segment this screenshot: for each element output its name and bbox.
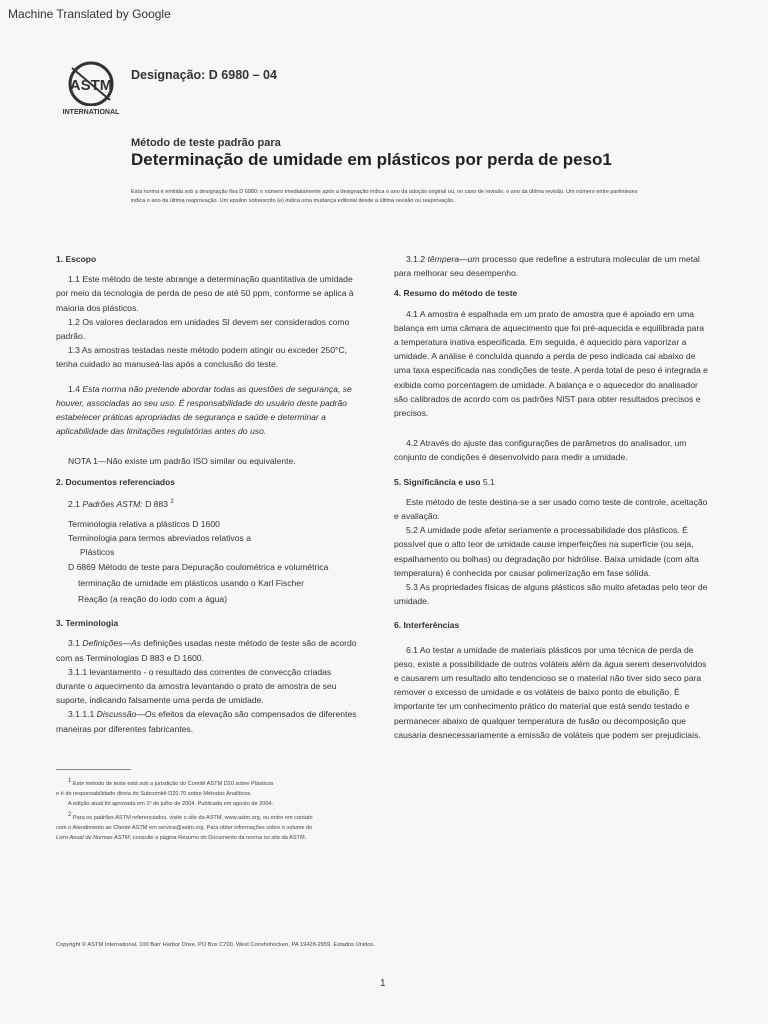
machine-translated-banner: Machine Translated by Google xyxy=(8,7,171,21)
paragraph-number: 1.4 xyxy=(68,383,83,394)
tempering-label: têmpera—um xyxy=(427,254,480,264)
footnote-text: Para os padrões ASTM referenciados, visite o site da ASTM, www.astm.org, ou entre em contato xyxy=(71,814,313,821)
paragraph-4-1: 4.1 A amostra é espalhada em um prato de amostra que é apoiado em uma balança em uma câmara de aquecimento que foi pré-aquecida e equilibrada para a temperatura inativa especificada. Em seguida, é aquecido para vaporizar a umidade. A análise é concluída quando a perda de peso indicada cai abaixo de uma taxa especificada nas condições de teste. A perda total de peso é integrada e exibida como porcentagem de umidade. A balança e o aquecedor do analisador são calibrados de acordo com os padrões NIST para obter resultados precisos e precisos. xyxy=(394,308,708,419)
reference-item-continued: terminação de umidade em plásticos usando o Karl Fischer xyxy=(78,577,304,588)
paragraph-text: efeitos da elevação são compensados de diferentes maneiras por diferentes fabricantes. xyxy=(56,709,357,734)
discussion-label: Discussão—Os xyxy=(96,709,156,720)
section-heading-text: 5. Significância e uso xyxy=(394,476,481,487)
footnotes xyxy=(56,776,366,844)
footnote-1-approval: A edição atual foi aprovada em 1º de julho de 2004. Publicada em agosto de 2004. xyxy=(68,801,274,808)
section-heading-terminology: 3. Terminologia xyxy=(56,618,119,629)
paragraph-5-1: Este método de teste destina-se a ser usado como teste de controle, aceitação e avaliação. xyxy=(394,496,708,522)
paragraph-1-2: 1.2 Os valores declarados em unidades SI devem ser considerados como padrão. xyxy=(56,316,350,342)
note-1: NOTA 1—Não existe um padrão ISO similar ou equivalente. xyxy=(68,456,296,467)
designation: Designação: D 6980 – 04 xyxy=(131,68,277,82)
paragraph-3-1-2 xyxy=(394,252,710,280)
reference-item-continued: Plásticos xyxy=(80,547,115,558)
doc-subtitle: Método de teste padrão para xyxy=(131,137,281,149)
footnote-2 xyxy=(56,810,366,823)
safety-statement: Esta norma não pretende abordar todas as questões de segurança, se houver, associadas ao seu uso. É responsabilidade do usuário deste padrão estabelecer práticas apropriadas de segurança e saúde e determinar a aplicabilidade das limitações regulatórias antes do uso. xyxy=(56,383,352,437)
paragraph-6-1: 6.1 Ao testar a umidade de materiais plásticos por uma técnica de perda de peso, existe a possibilidade de outros voláteis além da água serem desenvolvidos e causarem um resultado alto tendencioso se o material não tiver sido seco para remover o excesso de umidade e os voláteis de baixo ponto de ebulição. É importante ter um conhecimento prático do material que está sendo testado e permanecer abaixo de qualquer temperatura de fusão ou decomposição que causaria desnecessariamente a emissão de voláteis que podem ser prejudiciais. xyxy=(394,644,707,740)
paragraph-3-1-1-1 xyxy=(56,707,361,735)
footnote-marker: 1 xyxy=(68,778,72,784)
issue-notice: Esta norma é emitida sob a designação fixa D 6980; o número imediatamente após a designação indica o ano da adoção original ou, no caso de revisão, o ano da última revisão. Um número entre parênteses indica o ano da última reaprovação. Um epsilon sobrescrito (e) indica uma mudança editorial desde a última revisão ou reaprovação. xyxy=(131,189,638,204)
footnote-text: , consulte a página Resumo do Documento da norma no site da ASTM. xyxy=(129,835,307,842)
reference-code: D 883 xyxy=(142,498,169,509)
page-number: 1 xyxy=(380,978,386,989)
paragraph-2-1 xyxy=(56,495,361,511)
paragraph-number: 5.1 xyxy=(480,476,495,487)
section-heading-significance xyxy=(394,475,710,489)
astm-logo xyxy=(60,58,122,118)
doc-title: Determinação de umidade em plásticos por perda de peso1 xyxy=(131,150,612,169)
footnote-1 xyxy=(56,776,366,789)
paragraph-3-1 xyxy=(56,636,361,664)
reference-item: Terminologia relativa a plásticos D 1600 xyxy=(68,518,220,529)
paragraph-number: 2.1 xyxy=(68,498,83,509)
paragraph-5-2: 5.2 A umidade pode afetar seriamente a processabilidade dos plásticos. É possível que o alto teor de umidade cause imperfeições na superfície (ou seja, espalhamento ou bolhas) ou degradação por hidrólise. Baixa umidade (com alta temperatura) é conhecida por causar polimerização em fase sólida. xyxy=(394,525,699,578)
left-column xyxy=(56,252,361,736)
section-heading-referenced-documents: 2. Documentos referenciados xyxy=(56,476,176,487)
paragraph-3-1-1: 3.1.1 levantamento - o resultado das correntes de convecção criadas durante o aquecimento da amostra levantando o prato de amostra de seu suporte, indicando falsamente uma perda de umidade. xyxy=(56,666,337,706)
paragraph-number: 3.1.1.1 xyxy=(68,709,97,720)
paragraph-text: processo que redefine a estrutura molecular de um metal para melhorar seu desempenho. xyxy=(394,254,700,279)
logo-text-bottom: INTERNATIONAL xyxy=(62,109,120,116)
paragraph-text: definições usadas neste método de teste são de acordo com as Terminologias D 883 e D 1600. xyxy=(56,638,357,663)
definitions-label: Definições—As xyxy=(82,638,142,649)
section-heading-scope: 1. Escopo xyxy=(56,254,97,264)
paragraph-number: 3.1 xyxy=(68,638,83,649)
annual-book-title: Livro Anual de Normas ASTM xyxy=(56,835,130,842)
paragraph-number: 3.1.2 xyxy=(406,254,428,264)
reference-item: Terminologia para termos abreviados relativos a xyxy=(68,533,251,544)
footnote-2-continued: com o Atendimento ao Cliente ASTM em service@astm.org. Para obter informações sobre o volume do xyxy=(56,824,313,831)
copyright-line: Copyright © ASTM International, 100 Barr Harbor Drive, PO Box C700, West Conshohocken, PA 19428-2959, Estados Unidos. xyxy=(56,942,375,948)
footnote-1-continued: e é de responsabilidade direta do Subcomitê D20.70 sobre Métodos Analíticos. xyxy=(56,791,252,798)
reference-item: D 6869 Método de teste para Depuração coulométrica e volumétrica xyxy=(68,561,329,572)
astm-standards-label: Padrões ASTM: xyxy=(82,498,143,509)
paragraph-5-3: 5.3 As propriedades físicas de alguns plásticos são muito afetadas pelo teor de umidade. xyxy=(394,582,708,607)
paragraph-1-1: 1.1 Este método de teste abrange a determinação quantitativa de umidade por meio da tecnologia de perda de peso de até 50 ppm, conforme se aplica à maioria dos plásticos. xyxy=(56,274,354,313)
footnote-text: Este método de teste está sob a jurisdição do Comitê ASTM D20 sobre Plásticos xyxy=(71,780,274,787)
reference-item-continued: Reação (a reação do iodo com a água) xyxy=(78,593,228,604)
section-heading-interferences: 6. Interferências xyxy=(394,620,460,631)
paragraph-4-2: 4.2 Através do ajuste das configurações de parâmetros do analisador, um conjunto de condições é desenvolvido para medir a umidade. xyxy=(394,438,687,463)
right-column xyxy=(394,252,710,742)
paragraph-1-4 xyxy=(56,382,361,439)
footnote-2-continued xyxy=(56,833,366,843)
footnote-ref-2: 2 xyxy=(170,498,174,505)
logo-text-top: ASTM xyxy=(69,77,113,94)
footnote-marker: 2 xyxy=(68,811,72,818)
paragraph-1-3: 1.3 As amostras testadas neste método podem atingir ou exceder 250°C, tenha cuidado ao manuseá-las após a conclusão do teste. xyxy=(56,345,348,370)
footnote-divider xyxy=(56,769,131,770)
section-heading-summary: 4. Resumo do método de teste xyxy=(394,288,518,299)
